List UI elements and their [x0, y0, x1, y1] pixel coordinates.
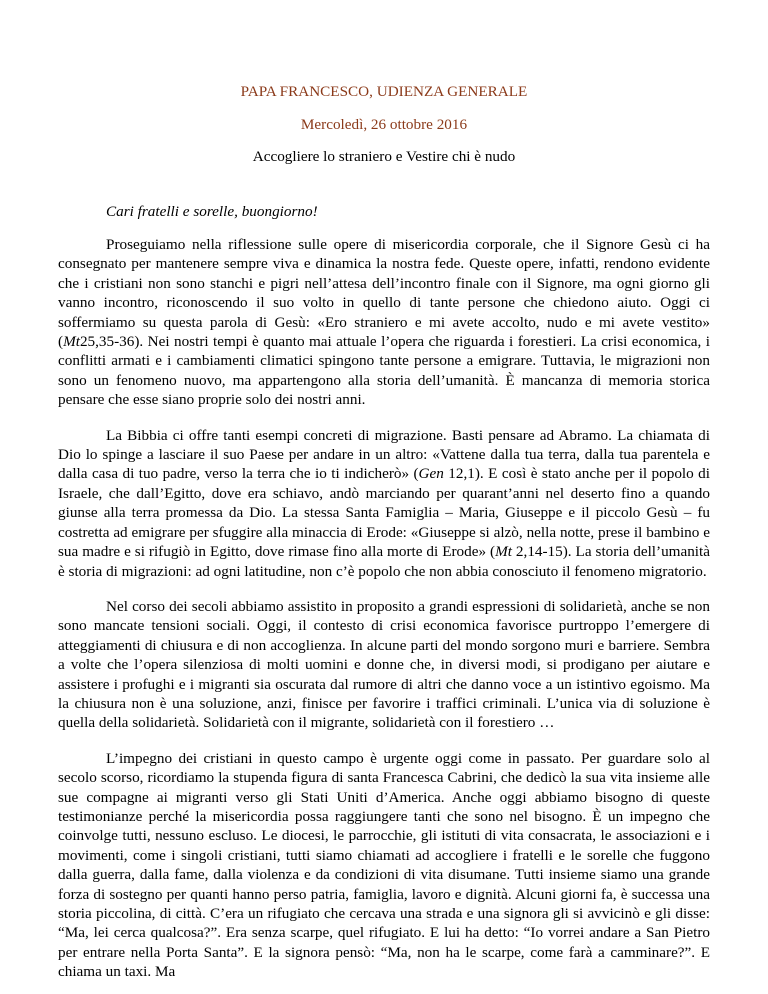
paragraph-3 — [58, 597, 710, 733]
paragraph-text: 25,35-36). Nei nostri tempi è quanto mai attuale l’opera che riguarda i forestieri. La crisi economica, i conflitti armati e i cambiamenti climatici spingono tante persone a emigrare. Tuttavia, le migrazioni non sono un fenomeno nuovo, ma appartengono alla storia dell’umanità. È mancanza di memoria storica pensare che esse siano proprie solo dei nostri anni. — [58, 333, 710, 409]
paragraph-text: 2,14-15). La storia dell’umanità è storia di migrazioni: ad ogni latitudine, non c’è popolo che non abbia conosciuto il fenomeno migratorio. — [58, 543, 710, 580]
citation-ref: Mt — [63, 333, 80, 351]
citation-ref: Gen — [418, 465, 444, 483]
document-title: PAPA FRANCESCO, UDIENZA GENERALE — [240, 83, 528, 100]
citation-ref: Mt — [495, 543, 512, 561]
paragraph-text: L’impegno dei cristiani in questo campo è urgente oggi come in passato. Per guardare solo al secolo scorso, ricordiamo la stupenda figura di santa Francesca Cabrini, che dedicò la sua vita insieme alle sue compagne ai migranti verso gli Stati Uniti d’America. Anche oggi abbiamo bisogno di queste testimonianze perché la misericordia possa raggiungere tanti che sono nel bisogno. È un impegno che coinvolge tutti, nessuno escluso. Le diocesi, le parrocchie, gli istituti di vita consacrata, le associazioni e i movimenti, come i singoli cristiani, tutti siamo chiamati ad accogliere i fratelli e le sorelle che fuggono dalla guerra, dalla fame, dalla violenza e da condizioni di vita disumane. Tutti insieme siamo una grande forza di sostegno per quanti hanno perso patria, famiglia, lavoro e dignità. Alcuni giorni fa, è successa una storia piccolina, di città. C’era un rifugiato che cercava una strada e una signora gli si avvicinò e gli disse: “Ma, lei cerca qualcosa?”. Era senza scarpe, quel rifugiato. E lui ha detto: “Io vorrei andare a San Pietro per entrare nella Porta Santa”. E la signora pensò: “Ma, non ha le scarpe, come farà a camminare?”. E chiama un taxi. Ma — [58, 749, 710, 981]
paragraph-text: Nel corso dei secoli abbiamo assistito in proposito a grandi espressioni di solidarietà, anche se non sono mancate tensioni sociali. Oggi, il contesto di crisi economica favorisce purtroppo l’emergere di atteggiamenti di chiusura e di non accoglienza. In alcune parti del mondo sorgono muri e barriere. Sembra a volte che l’opera silenziosa di molti uomini e donne che, in diversi modi, si prodigano per aiutare e assistere i profughi e i migranti sia oscurata dal rumore di altri che danno voce a un istintivo egoismo. Ma la chiusura non è una soluzione, anzi, finisce per favorire i traffici criminali. L’unica via di soluzione è quella della solidarietà. Solidarietà con il migrante, solidarietà con il forestiero … — [58, 597, 710, 732]
paragraph-1 — [58, 235, 710, 410]
paragraph-text: Proseguiamo nella riflessione sulle opere di misericordia corporale, che il Signore Gesù ci ha consegnato per mantenere sempre viva e dinamica la nostra fede. Queste opere, infatti, rendono evidente che i cristiani non sono stanchi e pigri nell’attesa dell’incontro finale con il Signore, ma ogni giorno gli vanno incontro, riconoscendo il suo volto in quello di tante persone che chiedono aiuto. Oggi ci soffermiamo su questa parola di Gesù: «Ero straniero e mi avete accolto, nudo e mi avete vestito» ( — [58, 236, 710, 351]
paragraph-text: La Bibbia ci offre tanti esempi concreti di migrazione. Basti pensare ad Abramo. La chiamata di Dio lo spinge a lasciare il suo Paese per andare in un altro: «Vattene dalla tua terra, dalla tua parentela e dalla casa di tuo padre, verso la terra che io ti indicherò» ( — [58, 426, 710, 483]
paragraph-4 — [58, 749, 710, 982]
document-subtitle: Accogliere lo straniero e Vestire chi è nudo — [252, 148, 516, 165]
greeting: Cari fratelli e sorelle, buongiorno! — [106, 203, 318, 220]
paragraph-text: 12,1). E così è stato anche per il popolo di Israele, che dall’Egitto, dove era schiavo, andò marciando per quarant’anni nel deserto fino a quando giunse alla terra promessa da Dio. La stessa Santa Famiglia – Maria, Giuseppe e il piccolo Gesù – fu costretta ad emigrare per sfuggire alla minaccia di Erode: «Giuseppe si alzò, nella notte, prese il bambino e sua madre e si rifugiò in Egitto, dove rimase fino alla morte di Erode» ( — [58, 465, 710, 561]
document-date: Mercoledì, 26 ottobre 2016 — [300, 116, 468, 133]
paragraph-2 — [58, 426, 710, 581]
